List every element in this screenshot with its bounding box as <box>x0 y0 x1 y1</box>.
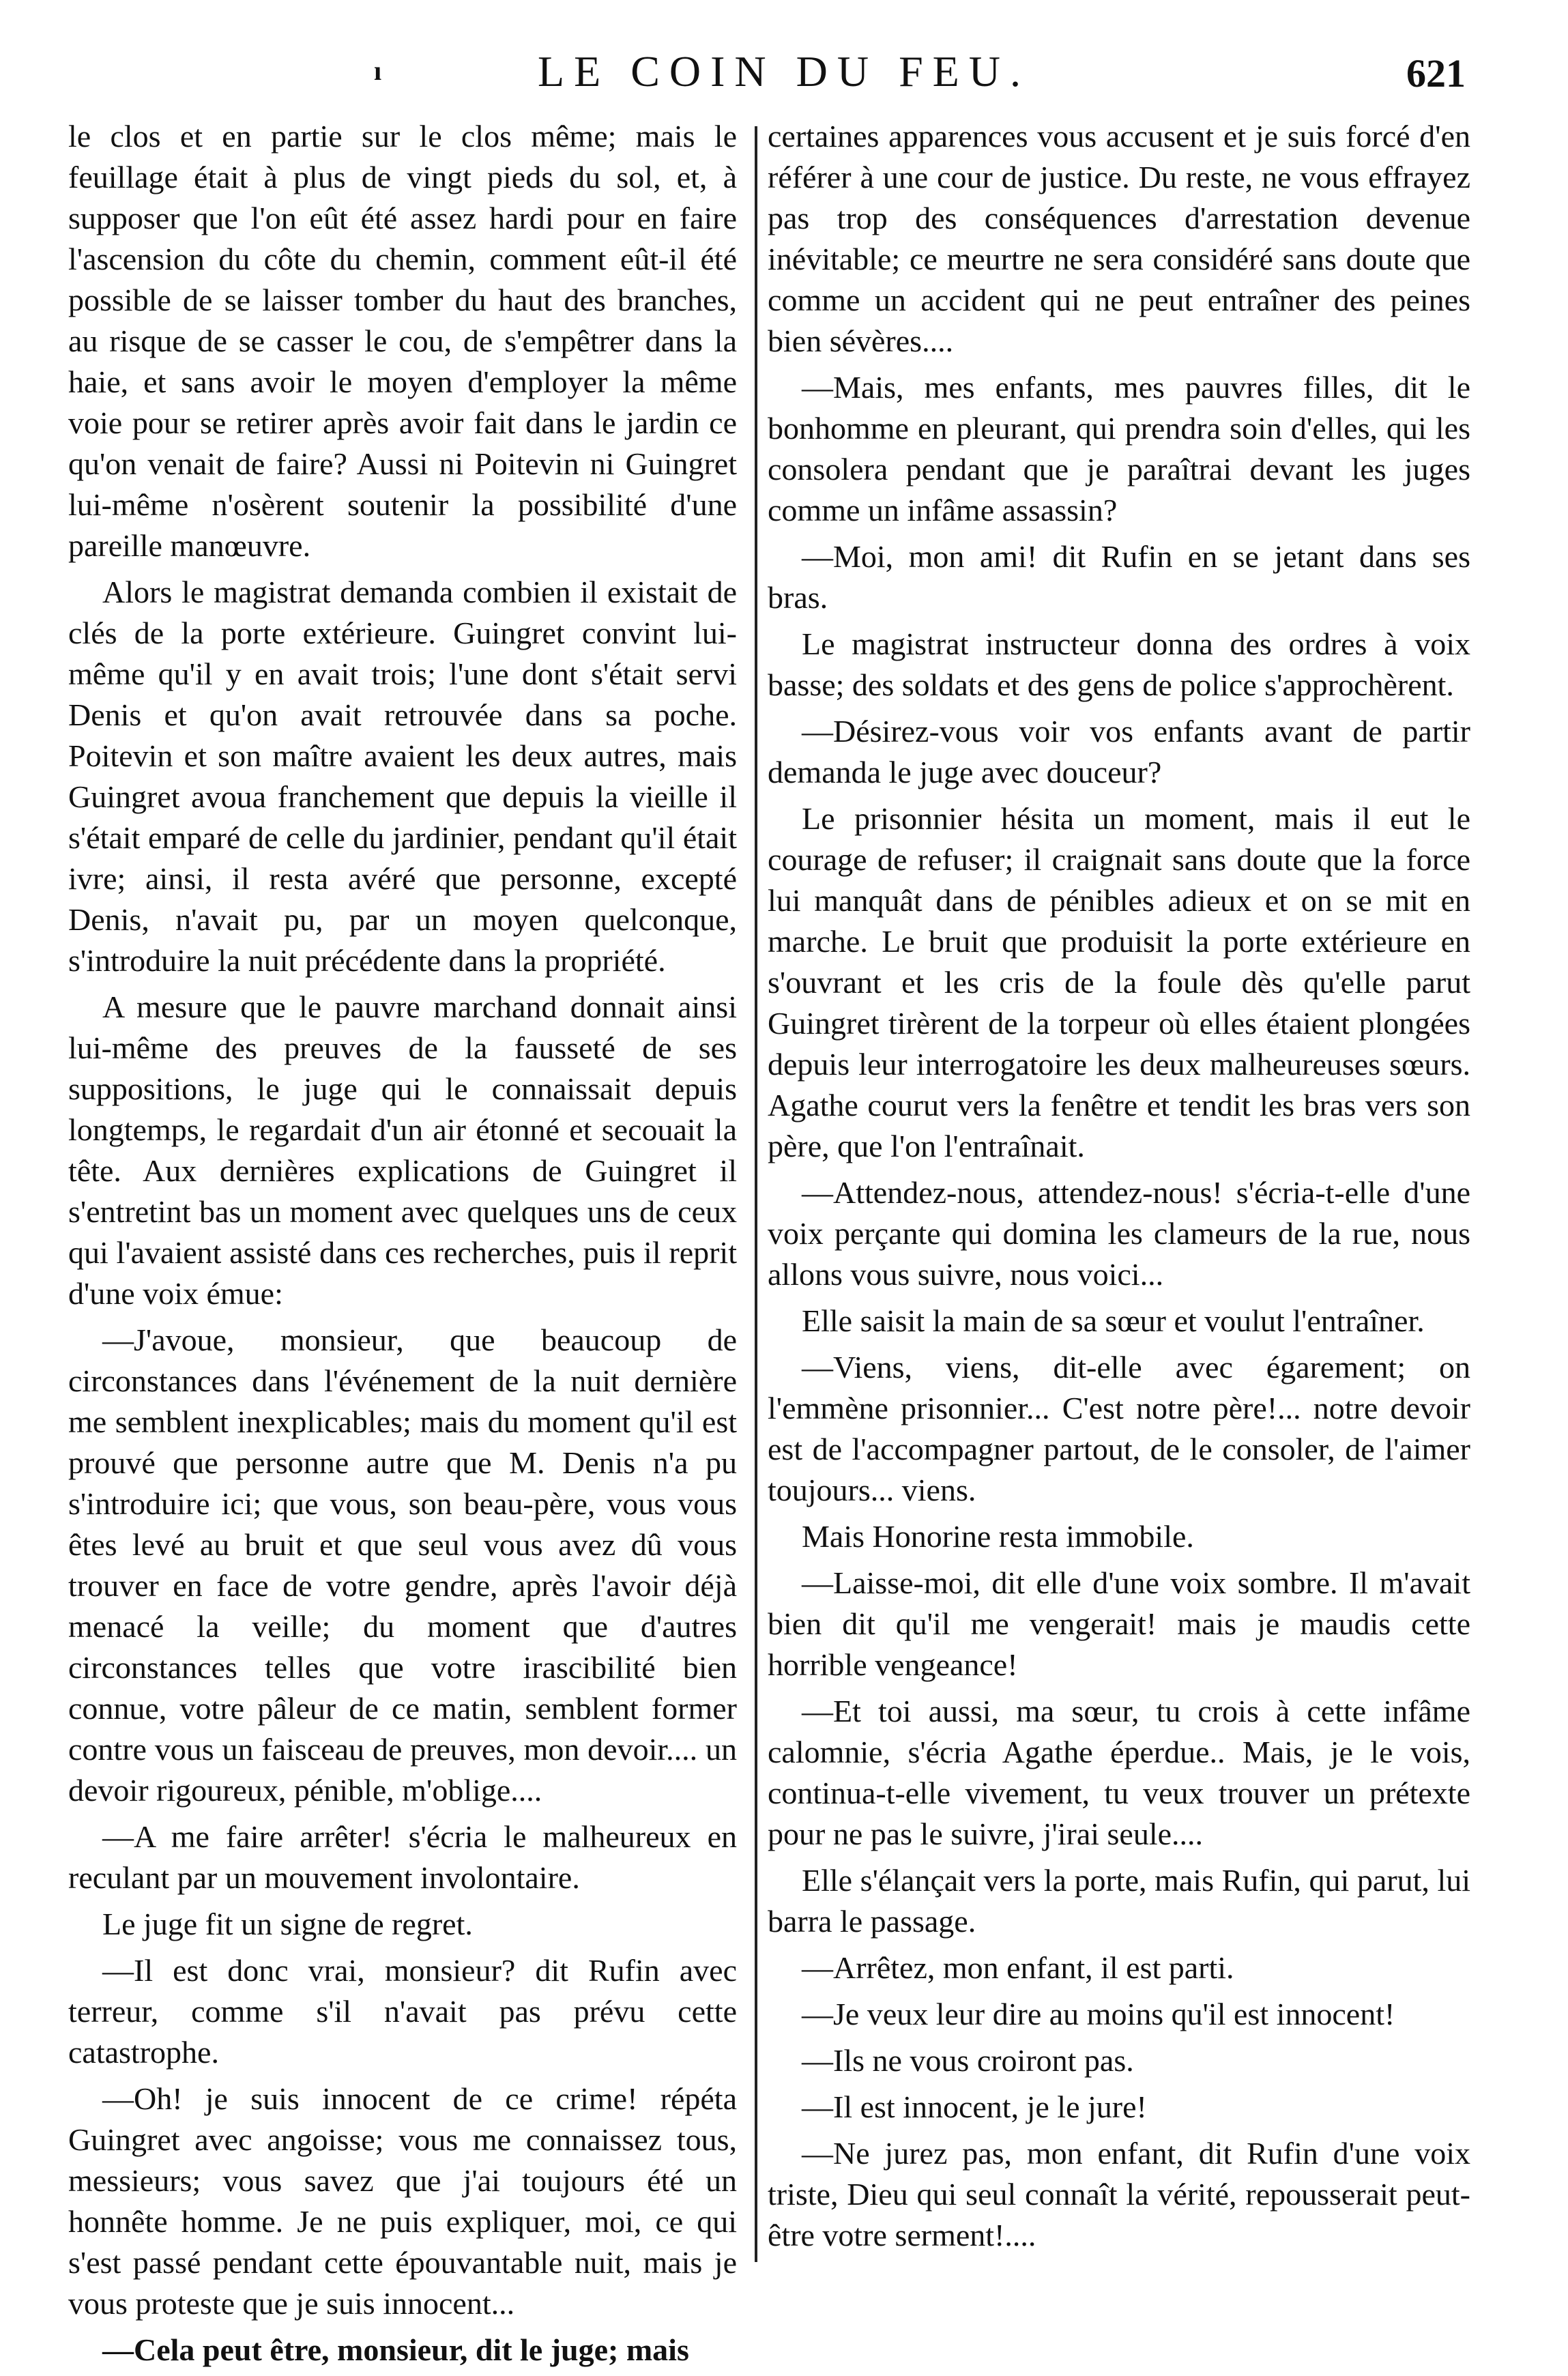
right-paragraph: —Ne jurez pas, mon enfant, dit Rufin d'une voix triste, Dieu qui seul connaît la vérité, repousserait peut-être votre serment!.... <box>768 2136 1470 2252</box>
right-column <box>768 116 1470 2261</box>
column-divider <box>755 126 757 2262</box>
right-paragraph: —Et toi aussi, ma sœur, tu crois à cette infâme calomnie, s'écria Agathe éperdue.. Mais, je le vois, continua-t-elle vivement, tu veux trouver un prétexte pour ne pas le suivre, j'irai seule.... <box>768 1694 1470 1851</box>
left-paragraph: —Oh! je suis innocent de ce crime! répéta Guingret avec angoisse; vous me connaissez tous, messieurs; vous savez que j'ai toujours été un honnête homme. Je ne puis expliquer, moi, ce qui s'est passé pendant cette épouvantable nuit, mais je vous proteste que je suis innocent... <box>68 2081 737 2321</box>
right-paragraph: —Désirez-vous voir vos enfants avant de partir demanda le juge avec douceur? <box>768 714 1470 789</box>
left-paragraph: —A me faire arrêter! s'écria le malheureux en reculant par un mouvement involontaire. <box>68 1819 737 1895</box>
right-paragraph: —Mais, mes enfants, mes pauvres filles, dit le bonhomme en pleurant, qui prendra soin d'elles, qui les consolera pendant que je paraîtrai devant les juges comme un infâme assassin? <box>768 370 1470 527</box>
running-header <box>0 41 1568 102</box>
right-paragraph: —Moi, mon ami! dit Rufin en se jetant dans ses bras. <box>768 539 1470 615</box>
right-paragraph: —Attendez-nous, attendez-nous! s'écria-t-elle d'une voix perçante qui domina les clameurs de la rue, nous allons vous suivre, nous voici... <box>768 1175 1470 1292</box>
right-paragraph: —Viens, viens, dit-elle avec égarement; on l'emmène prisonnier... C'est notre père!... notre devoir est de l'accompagner partout, de le consoler, de l'aimer toujours... viens. <box>768 1350 1470 1507</box>
left-paragraph: —J'avoue, monsieur, que beaucoup de circonstances dans l'événement de la nuit dernière me semblent inexplicables; mais du moment qu'il est prouvé que personne autre que M. Denis n'a pu s'introduire ici; que vous, son beau-père, vous vous êtes levé au bruit et que seul vous avez dû vous trouver en face de votre gendre, après l'avoir déjà menacé la veille; du moment que d'autres circonstances telles que votre irascibilité bien connue, votre pâleur de ce matin, semblent former contre vous un faisceau de preuves, mon devoir.... un devoir rigoureux, pénible, m'oblige.... <box>68 1322 737 1808</box>
right-paragraph: Le magistrat instructeur donna des ordres à voix basse; des soldats et des gens de police s'approchèrent. <box>768 626 1470 702</box>
left-column <box>68 116 737 2376</box>
header-mark: ı <box>374 55 382 86</box>
left-paragraph: Le juge fit un signe de regret. <box>102 1907 473 1941</box>
left-paragraph: le clos et en partie sur le clos même; mais le feuillage était à plus de vingt pieds du sol, et, à supposer que l'on eût été assez hardi pour en faire l'ascension du côte du chemin, comment eût-il été possible de se laisser tomber du haut des branches, au risque de se casser le cou, de s'empêtrer dans la haie, et sans avoir le moyen d'employer la même voie pour se retirer après avoir fait dans le jardin ce qu'on venait de faire? Aussi ni Poitevin ni Guingret lui-même n'osèrent soutenir la possibilité d'une pareille manœuvre. <box>68 119 737 563</box>
right-paragraph: Le prisonnier hésita un moment, mais il eut le courage de refuser; il craignait sans doute que la force lui manquât dans de pénibles adieux et on se mit en marche. Le bruit que produisit la porte extérieure en s'ouvrant et les cris de la foule dès qu'elle parut Guingret tirèrent de la torpeur où elles étaient plongées depuis leur interrogatoire les deux malheureuses sœurs. Agathe courut vers la fenêtre et tendit les bras vers son père, que l'on l'entraînait. <box>768 801 1470 1163</box>
right-paragraph: —Arrêtez, mon enfant, il est parti. <box>802 1950 1234 1985</box>
page-title: LE COIN DU FEU. <box>538 47 1030 96</box>
right-paragraph: —Laisse-moi, dit elle d'une voix sombre. Il m'avait bien dit qu'il me vengerait! mais je maudis cette horrible vengeance! <box>768 1565 1470 1682</box>
left-paragraph: A mesure que le pauvre marchand donnait ainsi lui-même des preuves de la fausseté de ses suppositions, le juge qui le connaissait depuis longtemps, le regardait d'un air étonné et secouait la tête. Aux dernières explications de Guingret il s'entretint bas un moment avec quelques uns de ceux qui l'avaient assisté dans ces recherches, puis il reprit d'une voix émue: <box>68 989 737 1311</box>
page-number: 621 <box>1406 51 1466 96</box>
right-paragraph: Mais Honorine resta immobile. <box>802 1519 1194 1554</box>
right-paragraph: Elle saisit la main de sa sœur et voulut l'entraîner. <box>802 1303 1425 1338</box>
right-paragraph: —Je veux leur dire au moins qu'il est innocent! <box>802 1997 1395 2031</box>
right-paragraph: Elle s'élançait vers la porte, mais Rufin, qui parut, lui barra le passage. <box>768 1863 1470 1939</box>
left-paragraph: —Cela peut être, monsieur, dit le juge; mais <box>102 2332 689 2367</box>
left-paragraph: —Il est donc vrai, monsieur? dit Rufin avec terreur, comme s'il n'avait pas prévu cette catastrophe. <box>68 1953 737 2070</box>
right-paragraph: —Ils ne vous croiront pas. <box>802 2043 1134 2078</box>
left-paragraph: Alors le magistrat demanda combien il existait de clés de la porte extérieure. Guingret convint lui-même qu'il y en avait trois; l'une dont s'était servi Denis et qu'on avait retrouvée dans sa poche. Poitevin et son maître avaient les deux autres, mais Guingret avoua franchement que depuis la vieille il s'était emparé de celle du jardinier, pendant qu'il était ivre; ainsi, il resta avéré que personne, excepté Denis, n'avait pu, par un moyen quelconque, s'introduire la nuit précédente dans la propriété. <box>68 575 737 978</box>
right-paragraph: —Il est innocent, je le jure! <box>802 2089 1147 2124</box>
right-paragraph: certaines apparences vous accusent et je suis forcé d'en référer à une cour de justice. Du reste, ne vous effrayez pas trop des conséquences d'arrestation devenue inévitable; ce meurtre ne sera considéré sans doute que comme un accident qui ne peut entraîner des peines bien sévères.... <box>768 119 1470 358</box>
